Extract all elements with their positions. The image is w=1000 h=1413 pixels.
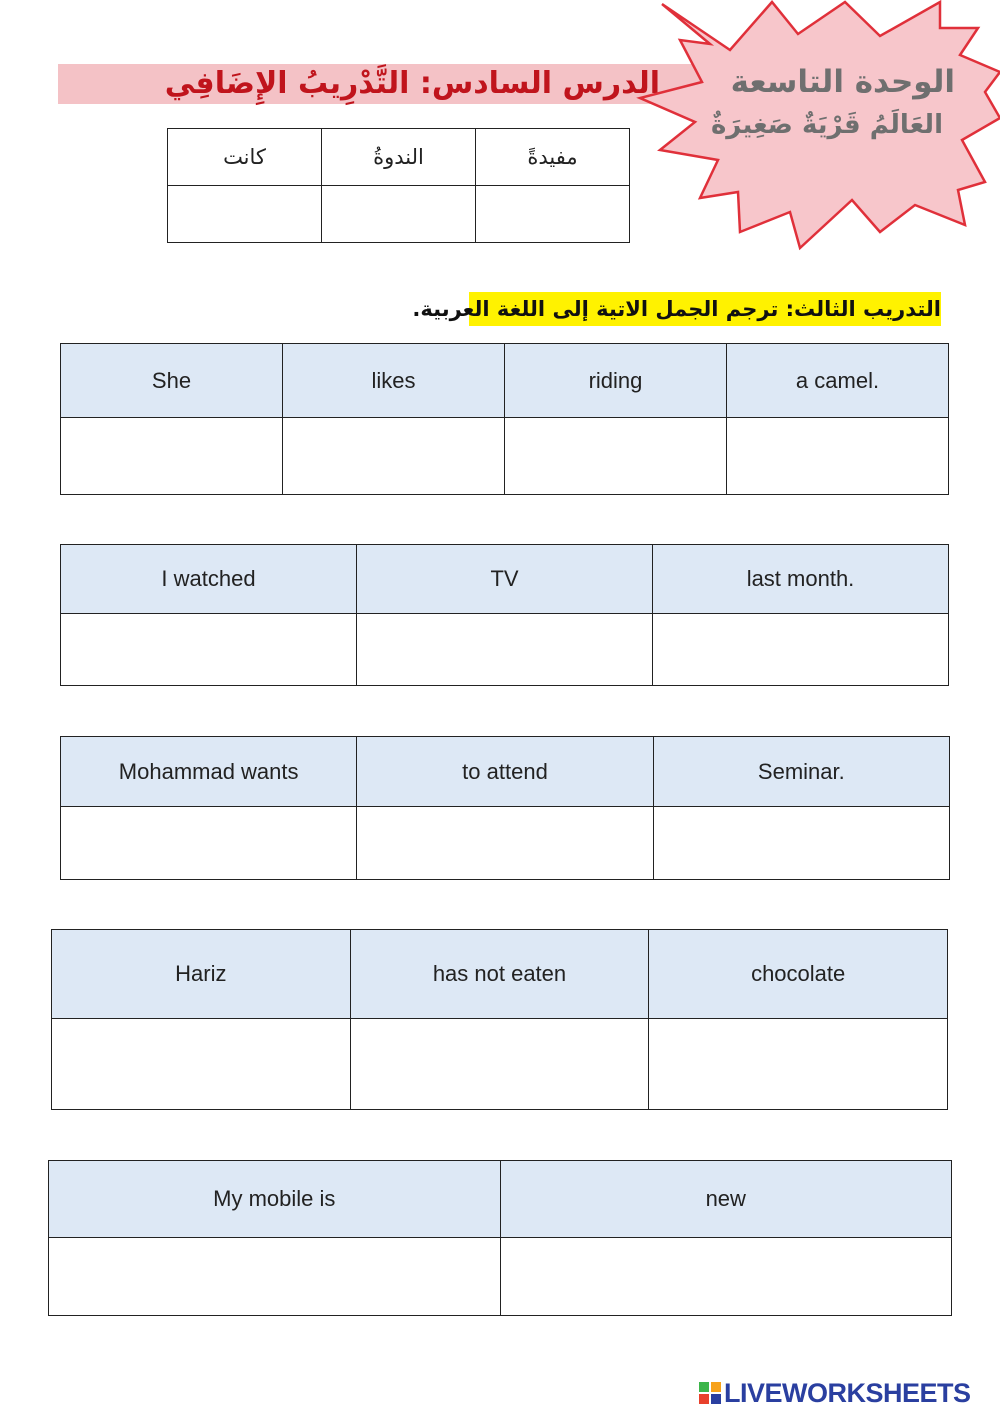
answer-cell[interactable] — [357, 614, 653, 686]
sentence-part: to attend — [357, 737, 653, 807]
answer-cell[interactable] — [649, 1019, 948, 1110]
sentence-part: My mobile is — [49, 1161, 501, 1238]
answer-cell[interactable] — [350, 1019, 649, 1110]
sentence-part: new — [500, 1161, 952, 1238]
sentence-part: Seminar. — [653, 737, 949, 807]
sentence-part: Hariz — [52, 930, 351, 1019]
sentence-part: She — [61, 344, 283, 418]
answer-cell[interactable] — [322, 186, 476, 243]
sentence-part: likes — [283, 344, 505, 418]
word-cell: الندوةُ — [322, 129, 476, 186]
sentence-part: last month. — [653, 545, 949, 614]
sentence-part: I watched — [61, 545, 357, 614]
word-cell: مفيدةً — [476, 129, 630, 186]
unit-title: الوحدة التاسعة — [730, 64, 955, 100]
answer-cell[interactable] — [476, 186, 630, 243]
answer-cell[interactable] — [61, 614, 357, 686]
exercise-instruction: التدريب الثالث: ترجم الجمل الاتية إلى اللغة العربية. — [469, 292, 941, 326]
liveworksheets-logo — [698, 1378, 993, 1408]
sentence-table-1 — [60, 343, 949, 495]
sentence-part: has not eaten — [350, 930, 649, 1019]
sentence-table-4 — [51, 929, 948, 1110]
sentence-table-2 — [60, 544, 949, 686]
logo-text: LIVEWORKSHEETS — [724, 1377, 971, 1408]
answer-cell[interactable] — [52, 1019, 351, 1110]
liveworksheets-logo-icon — [698, 1381, 722, 1405]
sentence-part: Mohammad wants — [61, 737, 357, 807]
sentence-table-5 — [48, 1160, 952, 1316]
answer-cell[interactable] — [168, 186, 322, 243]
answer-cell[interactable] — [653, 614, 949, 686]
answer-cell[interactable] — [500, 1238, 952, 1316]
sentence-part: riding — [505, 344, 727, 418]
answer-cell[interactable] — [283, 418, 505, 495]
answer-cell[interactable] — [653, 807, 949, 880]
answer-cell[interactable] — [505, 418, 727, 495]
answer-cell[interactable] — [61, 418, 283, 495]
unit-subtitle: العَالَمُ قَرْيَةٌ صَغِيرَةٌ — [710, 110, 943, 140]
sentence-table-3 — [60, 736, 950, 880]
word-cell: كانت — [168, 129, 322, 186]
answer-cell[interactable] — [357, 807, 653, 880]
sentence-part: a camel. — [727, 344, 949, 418]
sentence-part: TV — [357, 545, 653, 614]
lesson-title: الدرس السادس: التَّدْرِيبُ الإِضَافِي — [164, 66, 660, 101]
word-table — [167, 128, 630, 243]
sentence-part: chocolate — [649, 930, 948, 1019]
answer-cell[interactable] — [49, 1238, 501, 1316]
answer-cell[interactable] — [61, 807, 357, 880]
answer-cell[interactable] — [727, 418, 949, 495]
